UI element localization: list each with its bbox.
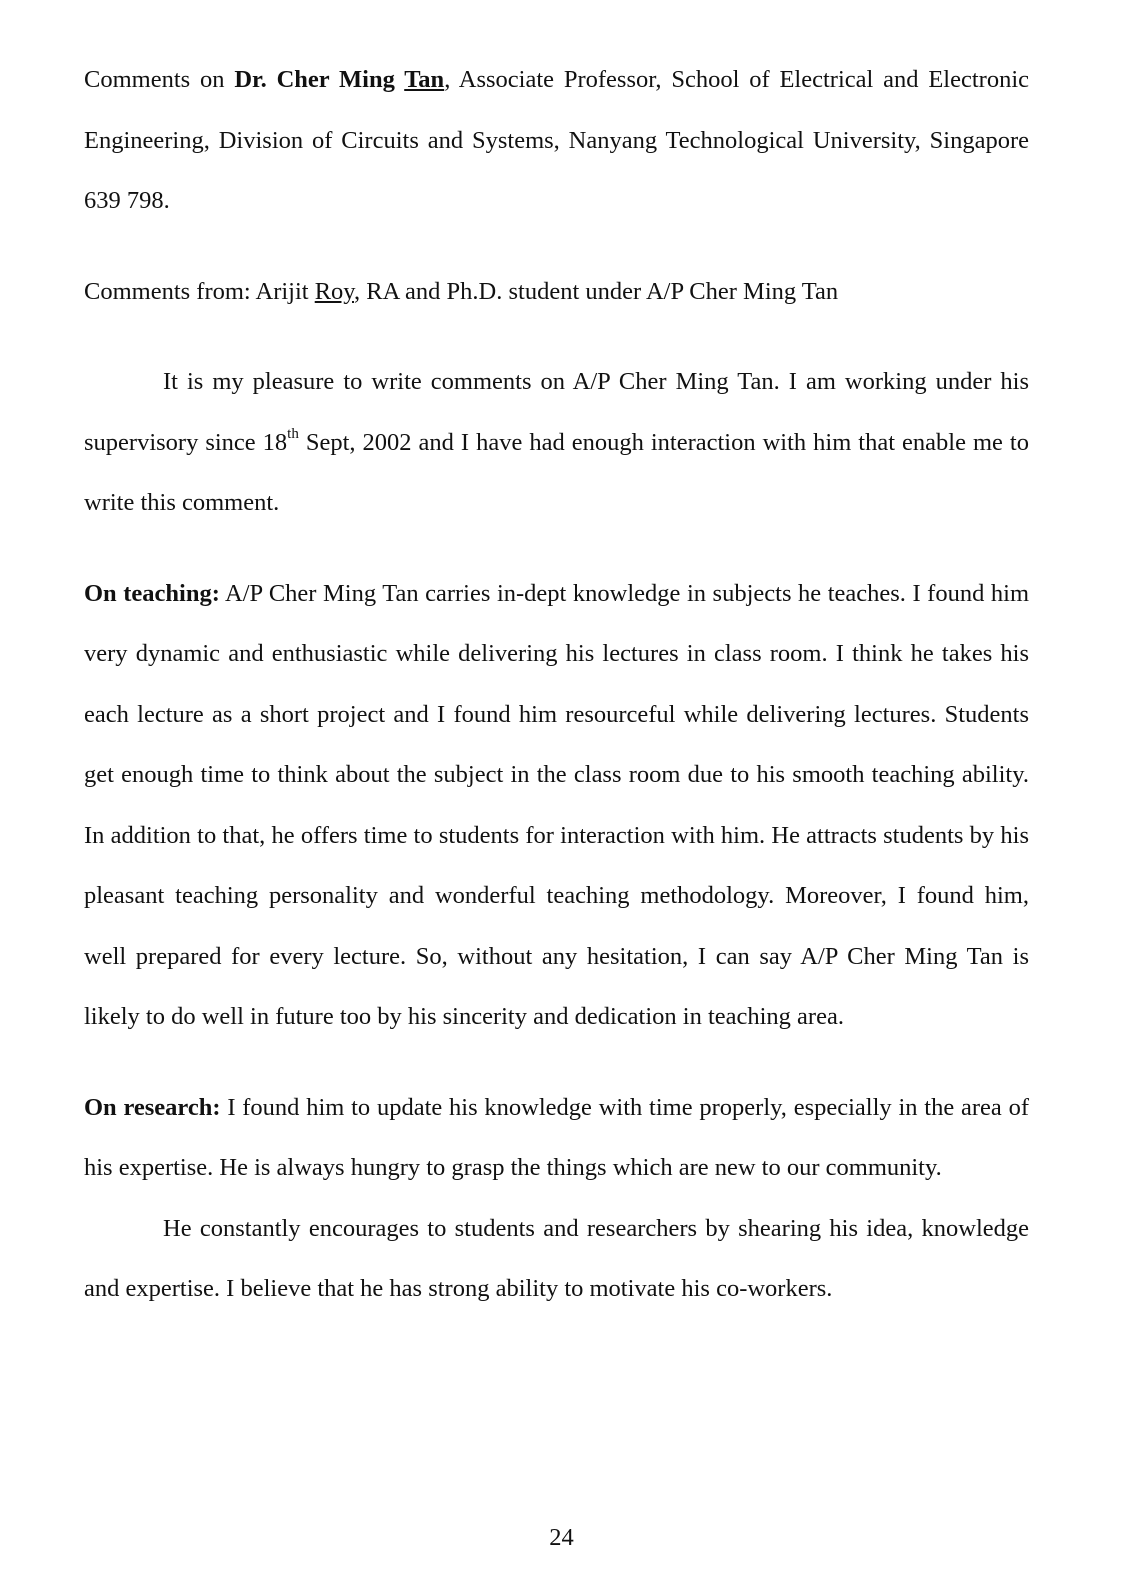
document-page — [84, 50, 1029, 1320]
author-prefix: Comments from: Arijit — [84, 277, 315, 305]
author-role: , RA and Ph.D. student under A/P Cher Ming Tan — [353, 277, 839, 305]
page-number: 24 — [549, 1524, 574, 1551]
author-line — [84, 262, 1029, 323]
research-heading: On research: — [84, 1093, 221, 1121]
intro-text-2: Sept, 2002 and I have had enough interaction with him that enable me to write this comment. — [84, 428, 1029, 516]
research-paragraph-2: He constantly encourages to students and researchers by shearing his idea, knowledge and expertise. I believe that he has strong ability to motivate his co-workers. — [84, 1214, 1029, 1302]
ordinal-suffix: th — [287, 426, 299, 443]
subject-name — [234, 66, 444, 93]
subject-first-name: Dr. Cher Ming — [234, 66, 405, 93]
teaching-heading: On teaching: — [84, 579, 220, 607]
teaching-paragraph — [84, 564, 1029, 1048]
intro-paragraph — [84, 352, 1029, 534]
research-text: I found him to update his knowledge with time properly, especially in the area of his expertise. He is always hungry to grasp the things which are new to our community. — [84, 1093, 1029, 1181]
subject-surname: Tan — [404, 66, 445, 93]
research-paragraph — [84, 1078, 1029, 1199]
subject-affiliation: , Associate Professor, School of Electrical and Electronic Engineering, Division of Circuits and Systems, Nanyang Technological University, Singapore 639 798. — [84, 66, 1029, 214]
intro-text-1: It is my pleasure to write comments on A/P Cher Ming Tan. I am working under his supervisory since 18 — [84, 368, 1029, 456]
teaching-text: A/P Cher Ming Tan carries in-dept knowledge in subjects he teaches. I found him very dynamic and enthusiastic while delivering his lectures in class room. I think he takes his each lecture as a short project and I found him resourceful while delivering lectures. Students get enough time to think about the subject in the class room due to his smooth teaching ability. In addition to that, he offers time to students for interaction with him. He attracts students by his pleasant teaching personality and wonderful teaching methodology. Moreover, I found him, well prepared for every lecture. So, without any hesitation, I can say A/P Cher Ming Tan is likely to do well in future too by his sincerity and dedication in teaching area. — [84, 579, 1029, 1030]
subject-prefix: Comments on — [84, 66, 235, 93]
subject-paragraph — [84, 50, 1029, 232]
author-surname: Roy — [314, 277, 354, 305]
